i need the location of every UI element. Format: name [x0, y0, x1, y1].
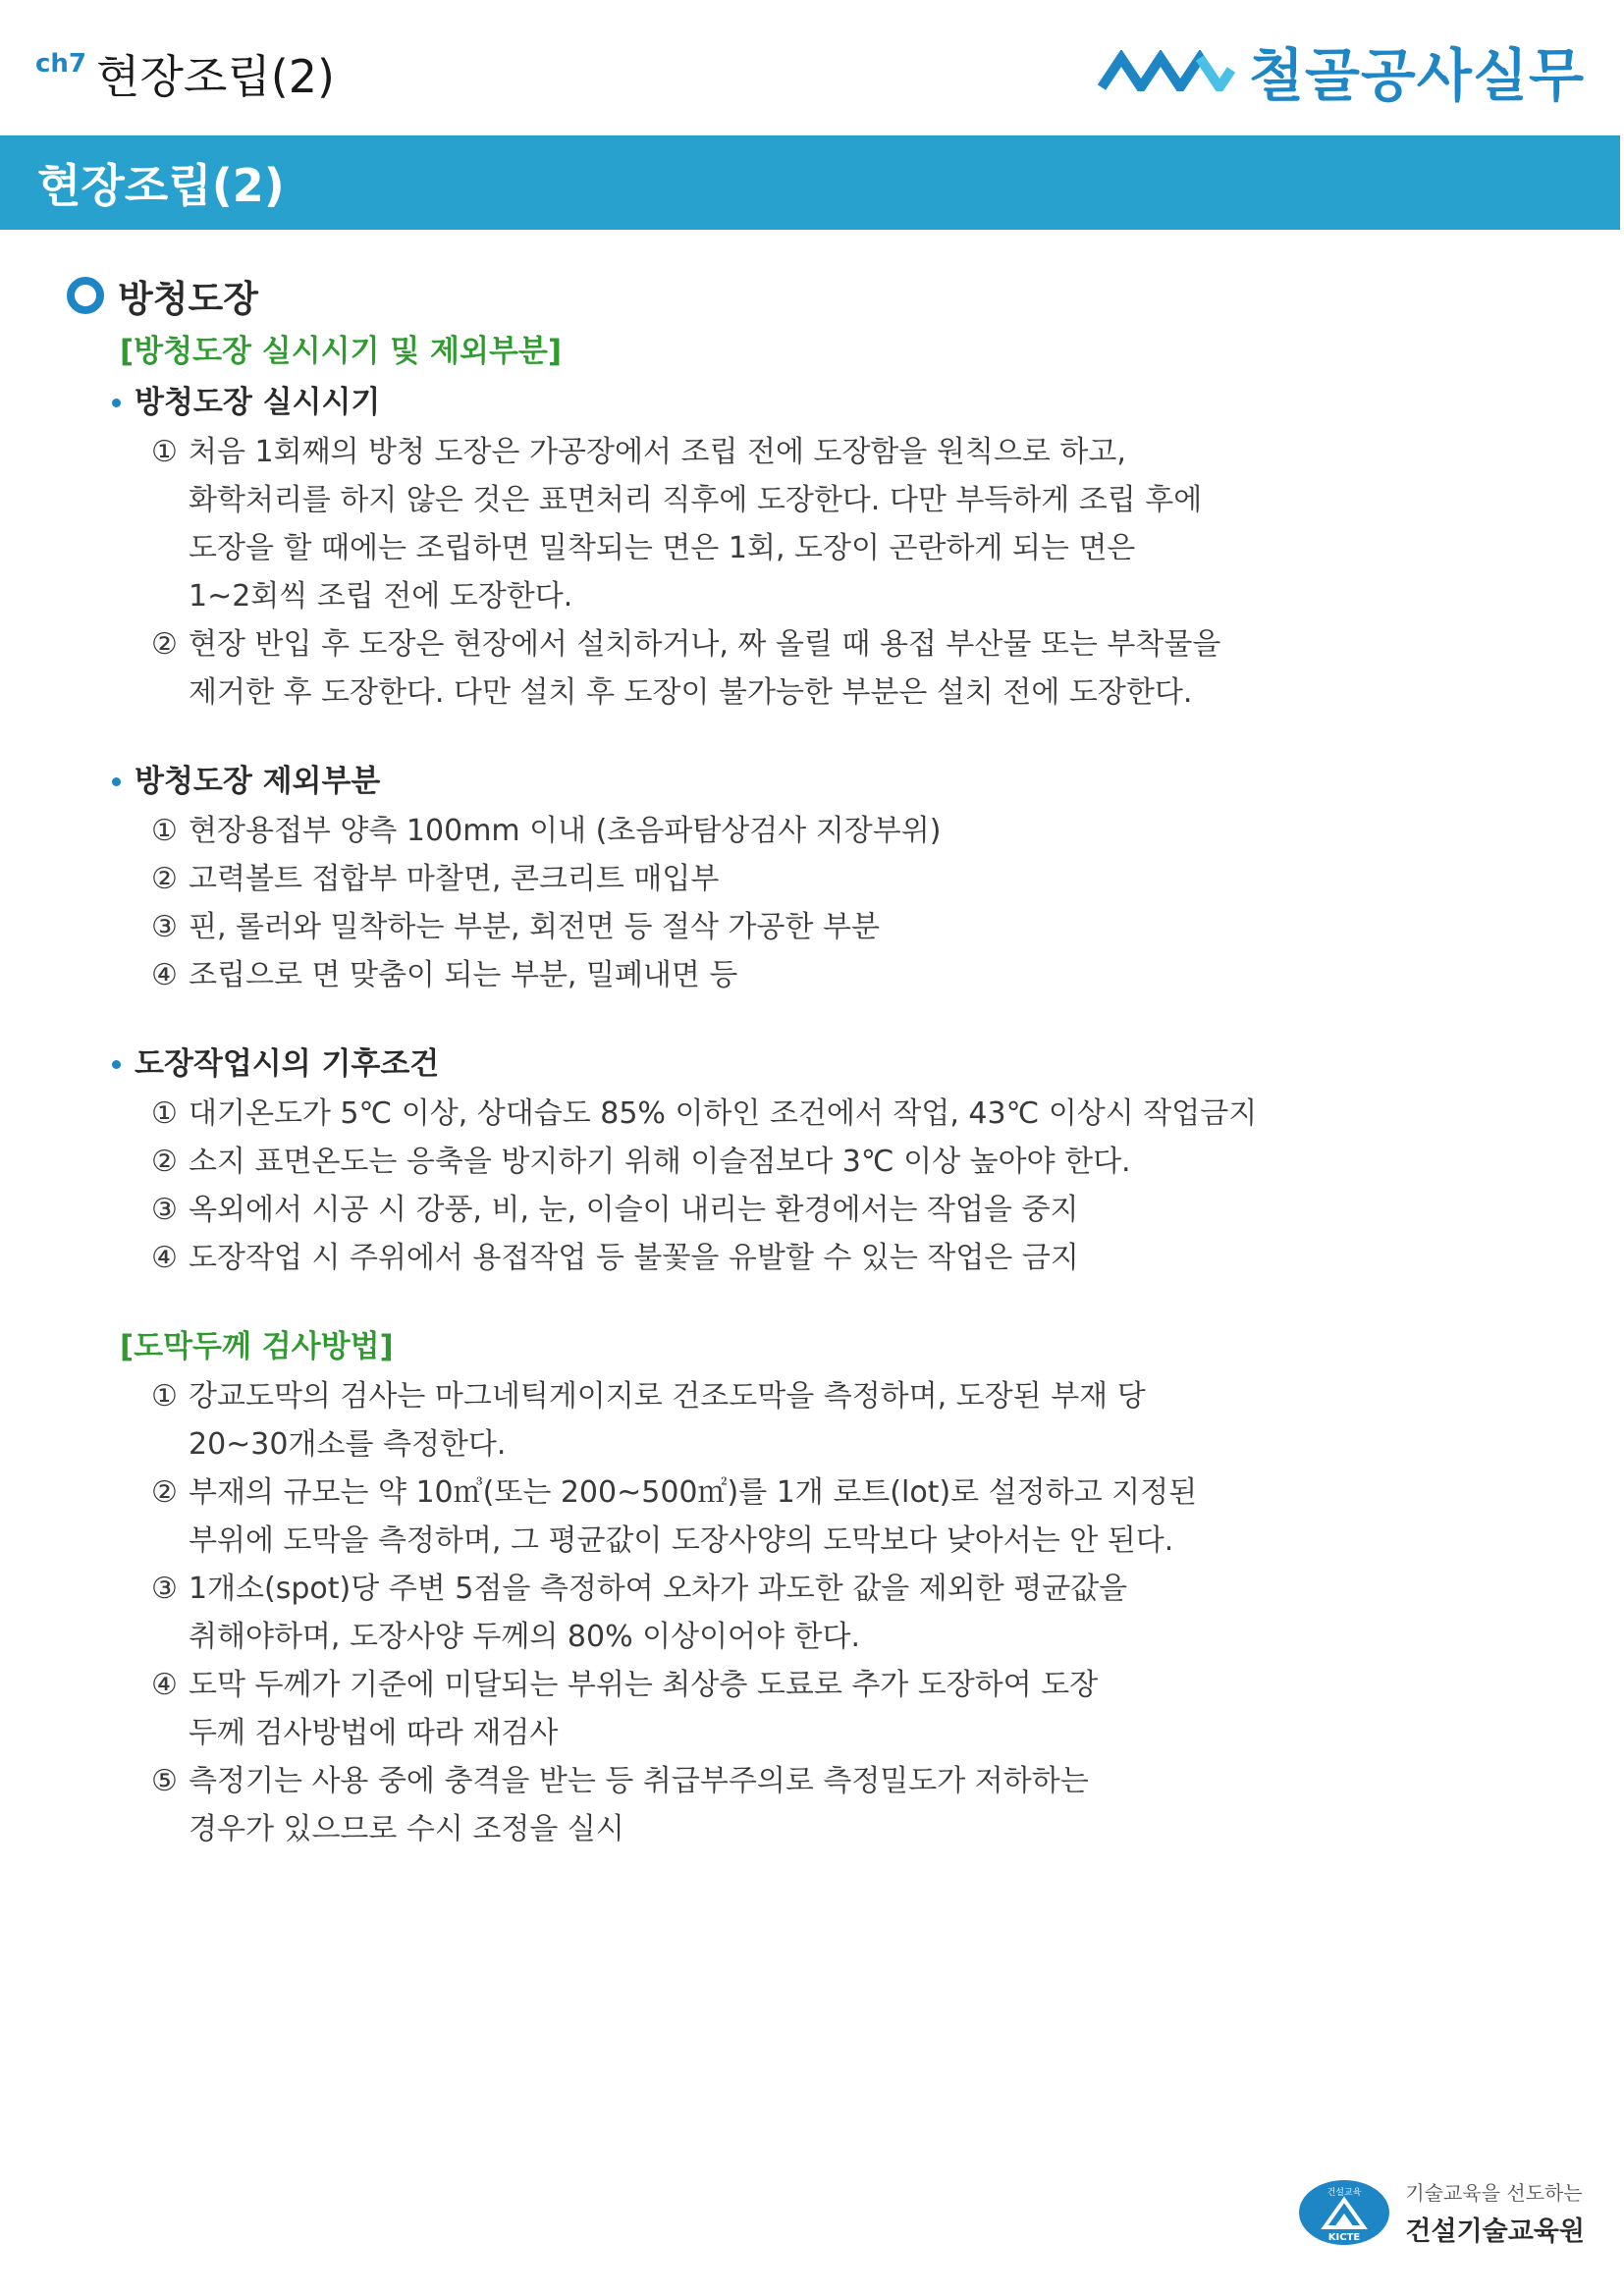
- item-number: ③: [151, 1193, 178, 1227]
- item-number: ④: [151, 958, 178, 992]
- footer-org: 건설기술교육원: [1405, 2216, 1585, 2247]
- item-text: [189, 807, 1329, 855]
- bullet-label: 도장작업시의 기후조건: [135, 1046, 440, 1082]
- item-number: ⑤: [151, 1764, 178, 1798]
- bullet-heading: [112, 756, 1559, 807]
- list-item: [151, 951, 1329, 999]
- item-text: [189, 1757, 1329, 1853]
- bullet-label: 방청도장 제외부분: [135, 764, 381, 799]
- bullet-dot-icon: [112, 399, 121, 407]
- chapter-heading: [35, 39, 335, 108]
- item-line: 고력볼트 접합부 마찰면, 콘크리트 매입부: [189, 862, 720, 896]
- item-line: 조립으로 면 맞춤이 되는 부분, 밀폐내면 등: [189, 958, 738, 992]
- bullet-heading: [112, 1039, 1559, 1090]
- subsection-label: [방청도장 실시시기 및 제외부분]: [120, 334, 563, 369]
- item-text: [189, 1090, 1329, 1138]
- item-text: [189, 1138, 1329, 1186]
- list-item: [151, 1372, 1329, 1468]
- item-line: 제거한 후 도장한다. 다만 설치 후 도장이 불가능한 부분은 설치 전에 도장한다.: [189, 675, 1193, 710]
- list-item: [151, 620, 1329, 717]
- bullet-heading: [112, 377, 1559, 428]
- item-line: 경우가 있으므로 수시 조정을 실시: [189, 1812, 624, 1846]
- list-item: [151, 807, 1329, 855]
- item-line: 처음 1회째의 방청 도장은 가공장에서 조립 전에 도장함을 원칙으로 하고,: [189, 435, 1126, 469]
- item-line: 화학처리를 하지 않은 것은 표면처리 직후에 도장한다. 다만 부득하게 조립 후에: [189, 483, 1203, 517]
- item-text: [189, 1234, 1329, 1282]
- list-item: [151, 1565, 1329, 1661]
- item-line: 핀, 롤러와 밀착하는 부분, 회전면 등 절삭 가공한 부분: [189, 910, 880, 944]
- list-item: [151, 1090, 1329, 1138]
- list-item: [151, 1468, 1329, 1565]
- item-line: 현장 반입 후 도장은 현장에서 설치하거나, 짜 올릴 때 용접 부산물 또는 부착물을: [189, 627, 1221, 662]
- item-line: 20~30개소를 측정한다.: [189, 1427, 507, 1462]
- bullet-dot-icon: [112, 1060, 121, 1069]
- bullet-label: 방청도장 실시시기: [135, 385, 381, 420]
- item-number: ③: [151, 910, 178, 944]
- item-number: ①: [151, 1096, 178, 1131]
- item-text: [189, 1468, 1329, 1565]
- wave-logo-icon: [1098, 50, 1235, 91]
- item-line: 도막 두께가 기준에 미달되는 부위는 최상층 도료로 추가 도장하여 도장: [189, 1668, 1099, 1702]
- footer-slogan: 기술교육을 선도하는: [1405, 2181, 1583, 2205]
- item-text: [189, 428, 1329, 620]
- footer-branding: [1297, 2177, 1585, 2248]
- banner-title: 현장조립(2): [37, 159, 285, 212]
- list-item: [151, 1138, 1329, 1186]
- item-text: [189, 903, 1329, 951]
- item-number: ②: [151, 1145, 178, 1179]
- item-number: ③: [151, 1572, 178, 1606]
- item-line: 현장용접부 양측 100mm 이내 (초음파탐상검사 지장부위): [189, 814, 942, 848]
- main-content: [67, 265, 1559, 1853]
- list-item: [151, 1661, 1329, 1757]
- section-title: 방청도장: [118, 278, 258, 320]
- list-item: [151, 855, 1329, 903]
- section-heading: [67, 265, 1559, 326]
- brand-name: 철골공사실무: [1248, 42, 1585, 109]
- item-number: ④: [151, 1241, 178, 1275]
- brand: [1098, 29, 1585, 112]
- list-item: [151, 1757, 1329, 1853]
- footer-text: [1405, 2177, 1585, 2248]
- item-line: 부위에 도막을 측정하며, 그 평균값이 도장사양의 도막보다 낮아서는 안 된다.: [189, 1523, 1174, 1558]
- item-number: ②: [151, 627, 178, 662]
- item-number: ①: [151, 1379, 178, 1414]
- item-number: ②: [151, 1475, 178, 1510]
- item-line: 측정기는 사용 중에 충격을 받는 등 취급부주의로 측정밀도가 저하하는: [189, 1764, 1089, 1798]
- chapter-title: 현장조립(2): [96, 50, 335, 103]
- item-line: 도장을 할 때에는 조립하면 밀착되는 면은 1회, 도장이 곤란하게 되는 면은: [189, 531, 1136, 565]
- item-line: 부재의 규모는 약 10㎥(또는 200~500㎡)를 1개 로트(lot)로 설정하고 지정된: [189, 1475, 1198, 1510]
- item-line: 1개소(spot)당 주변 5점을 측정하여 오차가 과도한 값을 제외한 평균값을: [189, 1572, 1128, 1606]
- bullet-dot-icon: [112, 777, 121, 786]
- item-line: 도장작업 시 주위에서 용접작업 등 불꽃을 유발할 수 있는 작업은 금지: [189, 1241, 1079, 1275]
- item-line: 소지 표면온도는 응축을 방지하기 위해 이슬점보다 3℃ 이상 높아야 한다.: [189, 1145, 1131, 1179]
- item-text: [189, 620, 1329, 717]
- item-text: [189, 1565, 1329, 1661]
- item-number: ①: [151, 814, 178, 848]
- subsection-label: [도막두께 검사방법]: [120, 1329, 394, 1364]
- list-item: [151, 1234, 1329, 1282]
- item-line: 대기온도가 5℃ 이상, 상대습도 85% 이하인 조건에서 작업, 43℃ 이상시 작업금지: [189, 1096, 1258, 1131]
- item-text: [189, 1186, 1329, 1234]
- emblem-text: 건설교육: [1327, 2188, 1362, 2198]
- ring-bullet-icon: [67, 277, 104, 314]
- item-line: 옥외에서 시공 시 강풍, 비, 눈, 이슬이 내리는 환경에서는 작업을 중지: [189, 1193, 1079, 1227]
- item-text: [189, 951, 1329, 999]
- item-text: [189, 1661, 1329, 1757]
- item-line: 취해야하며, 도장사양 두께의 80% 이상이어야 한다.: [189, 1620, 861, 1654]
- item-number: ①: [151, 435, 178, 469]
- list-item: [151, 428, 1329, 620]
- item-text: [189, 855, 1329, 903]
- chapter-number: ch7: [35, 49, 87, 79]
- title-banner: [0, 135, 1620, 230]
- item-line: 두께 검사방법에 따라 재검사: [189, 1716, 559, 1750]
- item-line: 1~2회씩 조립 전에 도장한다.: [189, 579, 573, 614]
- item-number: ④: [151, 1668, 178, 1702]
- item-line: 강교도막의 검사는 마그네틱게이지로 건조도막을 측정하며, 도장된 부재 당: [189, 1379, 1146, 1414]
- emblem-abbr: KICTE: [1328, 2232, 1361, 2243]
- item-text: [189, 1372, 1329, 1468]
- item-number: ②: [151, 862, 178, 896]
- kicte-emblem-icon: [1297, 2178, 1391, 2247]
- list-item: [151, 903, 1329, 951]
- list-item: [151, 1186, 1329, 1234]
